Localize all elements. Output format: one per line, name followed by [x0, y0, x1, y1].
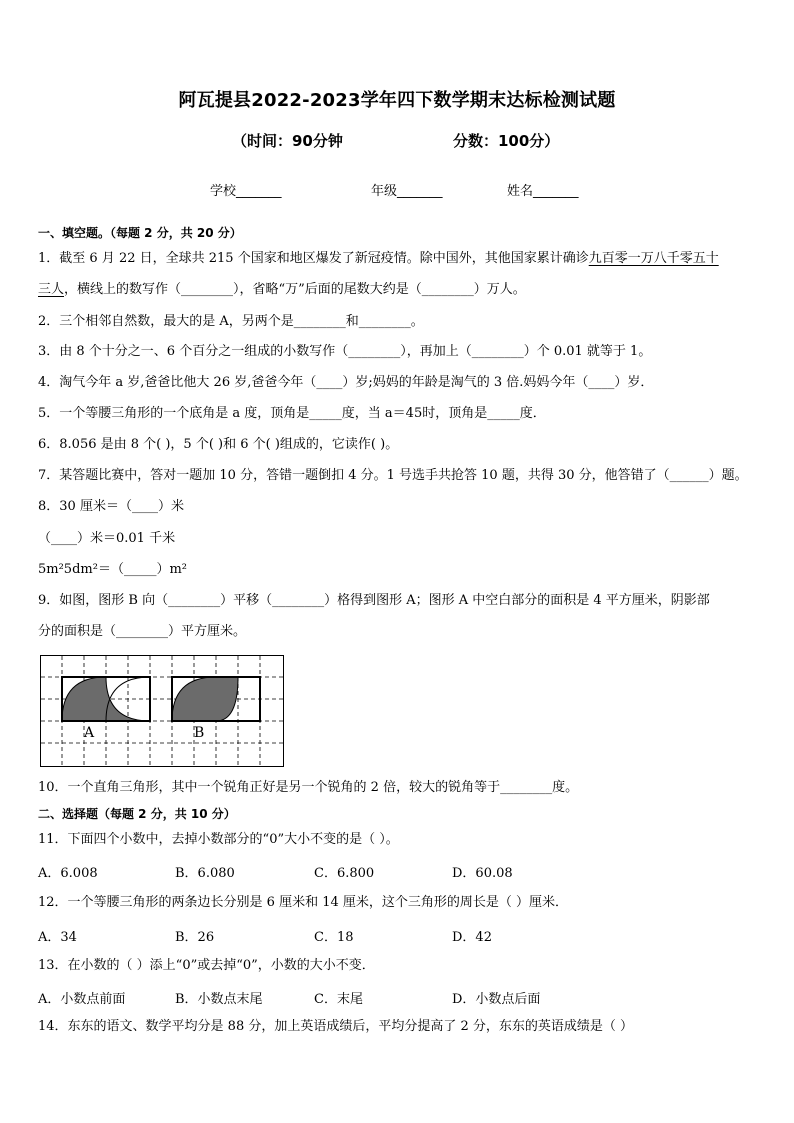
q13-option-c[interactable]: C．末尾 — [314, 992, 363, 1007]
grade-field: 年级_______ — [371, 184, 443, 199]
q13-option-b[interactable]: B．小数点末尾 — [175, 992, 263, 1007]
section-fill-blank-heading: 一、填空题。（每题 2 分，共 20 分） — [38, 226, 242, 240]
q11-option-a[interactable]: A．6.008 — [38, 866, 98, 881]
question-1-line-2 — [38, 281, 764, 299]
question-14: 14．东东的语文、数学平均分是 88 分，加上英语成绩后，平均分提高了 2 分，东东的英语成绩是（ ） — [38, 1019, 634, 1034]
q12-option-b[interactable]: B．26 — [175, 930, 215, 945]
q13-option-d[interactable]: D．小数点后面 — [452, 992, 541, 1007]
q1-text: 1．截至 6 月 22 日，全球共 215 个国家和地区爆发了新冠疫情。除中国外，其他国家累计确诊 — [38, 251, 589, 266]
q12-option-c[interactable]: C．18 — [314, 930, 354, 945]
question-12: 12．一个等腰三角形的两条边长分别是 6 厘米和 14 厘米，这个三角形的周长是（ ）厘米． — [38, 895, 569, 910]
question-13: 13．在小数的（ ）添上“0”或去掉“0”，小数的大小不变． — [38, 958, 375, 973]
question-9-line-2: 分的面积是（________）平方厘米。 — [38, 624, 247, 639]
question-11: 11．下面四个小数中，去掉小数部分的“0”大小不变的是（ ）。 — [38, 832, 399, 847]
q1-underlined-number-end: 三人 — [38, 282, 65, 297]
figure-a-label: A — [84, 725, 95, 741]
q11-option-c[interactable]: C．6.800 — [314, 866, 375, 881]
question-9-line-1: 9．如图，图形 B 向（________）平移（________）格得到图形 A；图形 A 中空白部分的面积是 4 平方厘米，阴影部 — [38, 593, 710, 608]
question-7: 7．某答题比赛中，答对一题加 10 分，答错一题倒扣 4 分。1 号选手共抢答 10 题，共得 30 分，他答错了（______）题。 — [38, 468, 748, 483]
page-title: 阿瓦提县2022-2023学年四下数学期末达标检测试题 — [178, 90, 616, 111]
q12-option-a[interactable]: A．34 — [38, 930, 77, 945]
question-4: 4．淘气今年 a 岁,爸爸比他大 26 岁,爸爸今年（____）岁;妈妈的年龄是淘气的 3 倍.妈妈今年（____）岁． — [38, 375, 654, 390]
question-8-part-2: （____）米＝0.01 千米 — [38, 531, 176, 546]
translation-grid-figure — [40, 655, 284, 767]
exam-score: 分数：100分） — [453, 132, 560, 150]
name-field: 姓名_______ — [507, 184, 579, 199]
question-6: 6．8.056 是由 8 个( )，5 个( )和 6 个( )组成的，它读作( )。 — [38, 437, 399, 452]
q12-option-d[interactable]: D．42 — [452, 930, 492, 945]
question-1-line-1 — [38, 250, 764, 268]
question-8-part-1: 8．30 厘米＝（____）米 — [38, 499, 184, 514]
school-field: 学校_______ — [210, 184, 282, 199]
question-5: 5．一个等腰三角形的一个底角是 a 度，顶角是_____度，当 a＝45时，顶角是_____度． — [38, 406, 546, 421]
section-choice-heading: 二、选择题（每题 2 分，共 10 分） — [38, 807, 236, 821]
q11-option-b[interactable]: B．6.080 — [175, 866, 235, 881]
q1-text-rest: ，横线上的数写作（________），省略“万”后面的尾数大约是（________）万人。 — [64, 282, 526, 297]
figure-a — [62, 677, 150, 721]
q1-underlined-number: 九百零一万八千零五十 — [588, 251, 719, 266]
question-8-part-3: 5m²5dm²＝（_____）m² — [38, 562, 187, 577]
question-3: 3．由 8 个十分之一、6 个百分之一组成的小数写作（________），再加上（________）个 0.01 就等于 1。 — [38, 344, 652, 359]
q11-option-d[interactable]: D．60.08 — [452, 866, 513, 881]
question-10: 10．一个直角三角形，其中一个锐角正好是另一个锐角的 2 倍，较大的锐角等于________度。 — [38, 780, 579, 795]
exam-time: （时间：90分钟 — [232, 132, 343, 150]
figure-b-label: B — [194, 725, 205, 741]
question-2: 2．三个相邻自然数，最大的是 A，另两个是________和________。 — [38, 314, 424, 329]
q13-option-a[interactable]: A．小数点前面 — [38, 992, 126, 1007]
